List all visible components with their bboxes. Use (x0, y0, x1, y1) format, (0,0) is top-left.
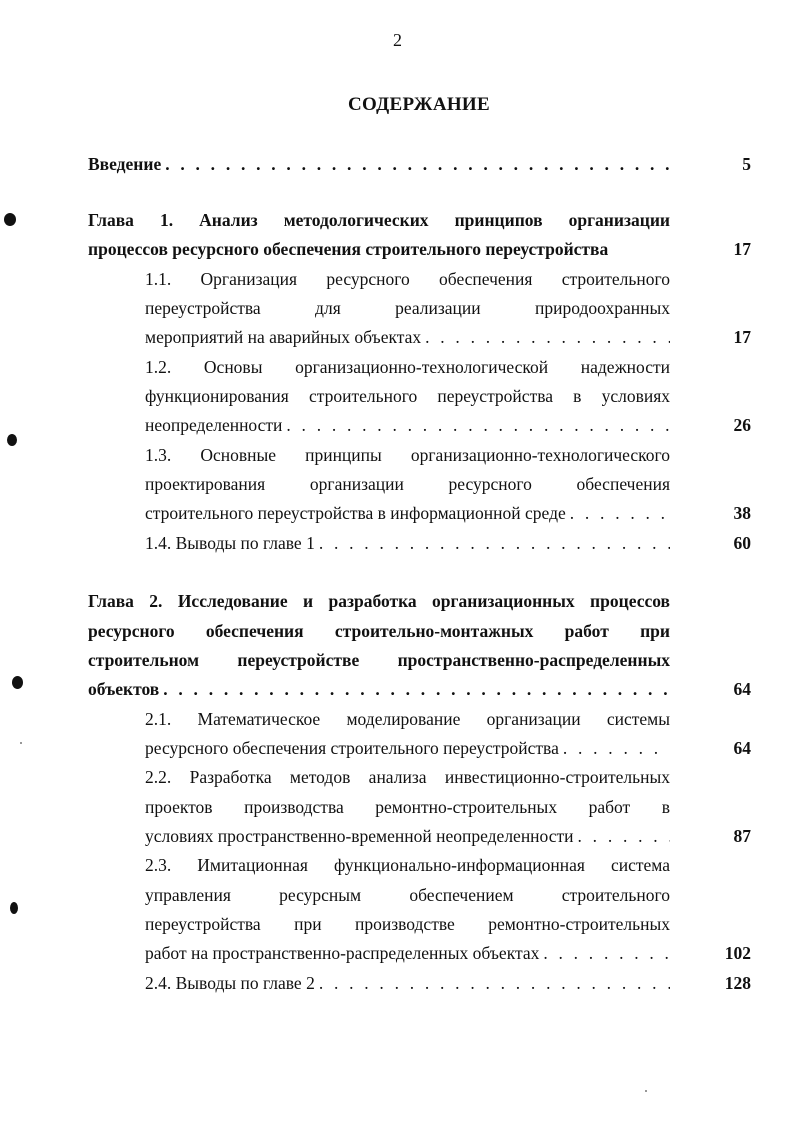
toc-chapter-2-line-2[interactable]: ресурсного обеспечения строительно-монтажных работ при (88, 621, 670, 641)
toc-section-text: строительного переустройства в информационной среде (145, 503, 566, 523)
toc-section-2-3-page: 102 (724, 943, 751, 963)
binding-hole-icon (4, 213, 16, 226)
toc-section-1-3-line-1[interactable]: 1.3. Основные принципы организационно-технологического (145, 445, 670, 465)
toc-section-1-4[interactable] (145, 529, 670, 558)
toc-section-2-3-line-2[interactable]: управления ресурсным обеспечением строительного (145, 885, 670, 905)
toc-section-2-3-line-4[interactable] (145, 939, 670, 968)
toc-section-text: мероприятий на аварийных объектах (145, 327, 422, 347)
toc-section-text: 2.4. Выводы по главе 2 (145, 973, 315, 993)
toc-chapter-2-line-4[interactable] (88, 675, 670, 704)
dot-leader (570, 499, 670, 528)
speck-icon (20, 742, 22, 744)
toc-chapter-1-line-1[interactable]: Глава 1. Анализ методологических принципов организации (88, 210, 670, 230)
toc-section-1-3-page: 38 (733, 503, 751, 523)
toc-section-1-2-line-1[interactable]: 1.2. Основы организационно-технологической надежности (145, 357, 670, 377)
toc-section-text: ресурсного обеспечения строительного переустройства (145, 738, 559, 758)
dot-leader (163, 675, 670, 704)
toc-section-2-2-line-1[interactable]: 2.2. Разработка методов анализа инвестиционно-строительных (145, 767, 670, 787)
dot-leader (578, 822, 670, 851)
toc-section-1-2-line-2[interactable]: функционирования строительного переустройства в условиях (145, 386, 670, 406)
toc-section-1-1-line-2[interactable]: переустройства для реализации природоохранных (145, 298, 670, 318)
toc-section-2-1-page: 64 (733, 738, 751, 758)
toc-section-text: неопределенности (145, 415, 283, 435)
binding-hole-icon (12, 676, 23, 689)
toc-section-text: работ на пространственно-распределенных объектах (145, 943, 540, 963)
binding-hole-icon (7, 434, 17, 446)
toc-chapter-2-line-3[interactable]: строительном переустройстве пространственно-распределенных (88, 650, 670, 670)
page-number: 2 (393, 30, 402, 50)
dot-leader (563, 734, 670, 763)
dot-leader (543, 939, 670, 968)
dot-leader (319, 529, 670, 558)
toc-section-1-4-page: 60 (733, 533, 751, 553)
toc-section-text: 1.4. Выводы по главе 1 (145, 533, 315, 553)
toc-chapter-text: объектов (88, 679, 160, 699)
toc-chapter-1-page: 17 (733, 239, 751, 259)
toc-chapter-1-line-2[interactable]: процессов ресурсного обеспечения строительного переустройства (88, 239, 609, 259)
toc-section-2-1-line-2[interactable] (145, 734, 670, 763)
dot-leader (319, 969, 670, 998)
dot-leader (425, 323, 670, 352)
toc-section-1-1-line-1[interactable]: 1.1. Организация ресурсного обеспечения строительного (145, 269, 670, 289)
toc-section-1-1-page: 17 (733, 327, 751, 347)
toc-section-1-3-line-3[interactable] (145, 499, 670, 528)
dot-leader (286, 411, 670, 440)
binding-hole-icon (10, 902, 18, 914)
toc-section-2-3-line-3[interactable]: переустройства при производстве ремонтно-строительных (145, 914, 670, 934)
toc-intro-page: 5 (742, 154, 751, 174)
toc-section-1-3-line-2[interactable]: проектирования организации ресурсного обеспечения (145, 474, 670, 494)
toc-section-2-2-page: 87 (733, 826, 751, 846)
dot-leader (165, 150, 670, 179)
toc-section-1-2-page: 26 (733, 415, 751, 435)
toc-section-2-1-line-1[interactable]: 2.1. Математическое моделирование организации системы (145, 709, 670, 729)
page-title: СОДЕРЖАНИЕ (348, 94, 490, 115)
toc-section-1-1-line-3[interactable] (145, 323, 670, 352)
toc-section-2-2-line-3[interactable] (145, 822, 670, 851)
toc-section-2-2-line-2[interactable]: проектов производства ремонтно-строительных работ в (145, 797, 670, 817)
toc-section-2-4-page: 128 (724, 973, 751, 993)
toc-intro-label: Введение (88, 154, 162, 174)
toc-section-2-3-line-1[interactable]: 2.3. Имитационная функционально-информационная система (145, 855, 670, 875)
toc-chapter-2-page: 64 (733, 679, 751, 699)
toc-chapter-2-line-1[interactable]: Глава 2. Исследование и разработка организационных процессов (88, 591, 670, 611)
toc-intro[interactable] (88, 150, 670, 179)
toc-section-text: условиях пространственно-временной неопределенности (145, 826, 574, 846)
toc-section-1-2-line-3[interactable] (145, 411, 670, 440)
speck-icon (645, 1090, 647, 1092)
toc-section-2-4[interactable] (145, 969, 670, 998)
